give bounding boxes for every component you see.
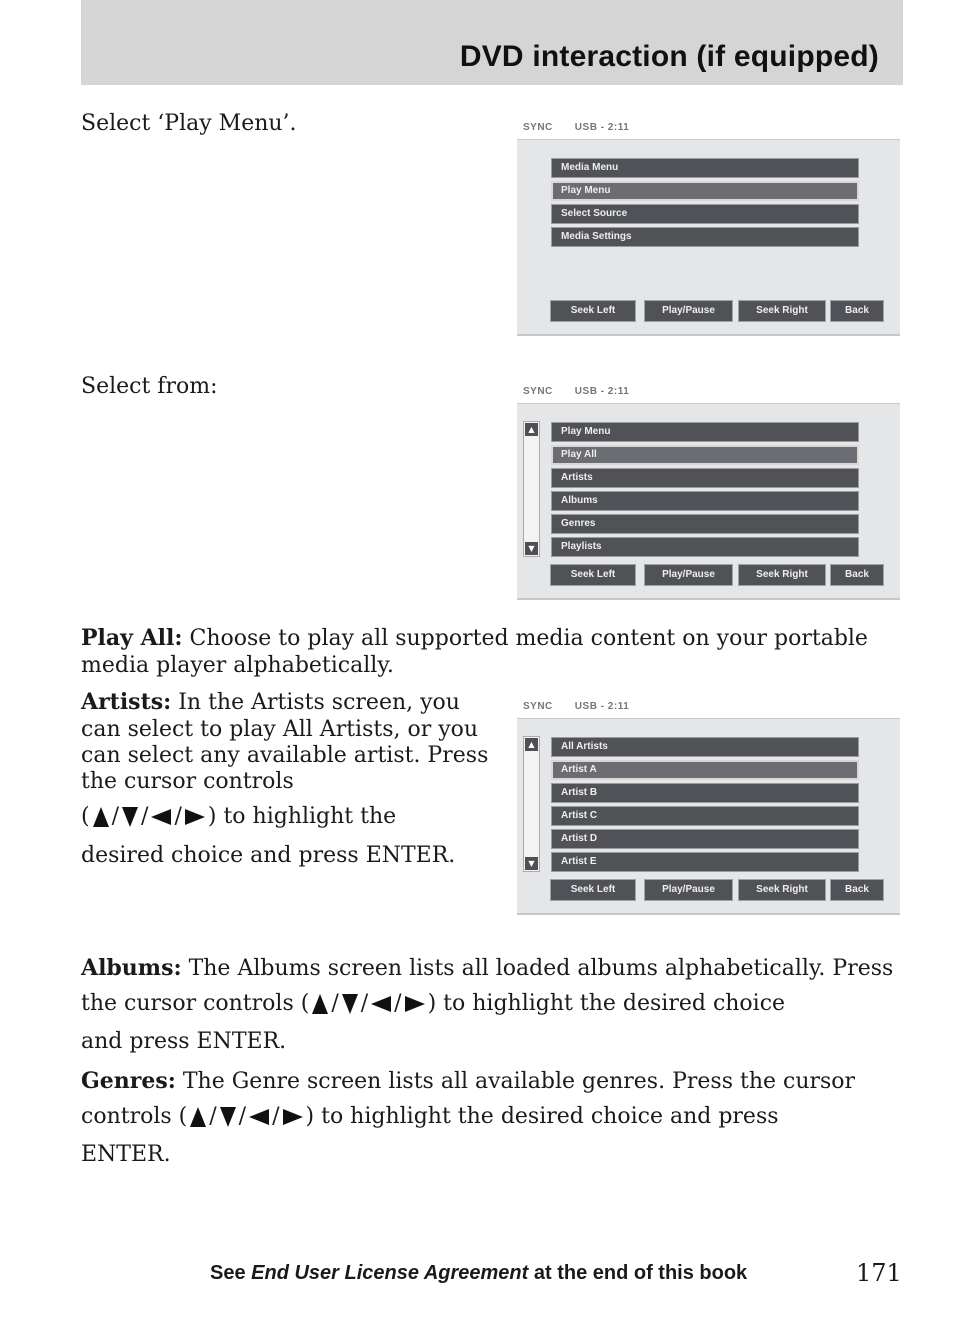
scrollbar[interactable] xyxy=(523,421,540,557)
artists-line-3: can select any available artist. Press xyxy=(81,743,489,768)
albums-line-3: and press ENTER. xyxy=(81,1029,287,1054)
play-pause-button[interactable]: Play/Pause xyxy=(644,879,733,901)
select-from-text: Select from: xyxy=(81,374,218,399)
menu-item[interactable]: Artist E xyxy=(551,852,859,872)
screen-body xyxy=(517,718,900,915)
menu-item[interactable]: Artist B xyxy=(551,783,859,803)
artists-text: In the Artists screen, you xyxy=(171,690,460,715)
source-label: USB - 2:11 xyxy=(574,701,630,712)
right-arrow-icon xyxy=(404,995,426,1013)
screen-media-menu xyxy=(517,117,900,336)
play-pause-button[interactable]: Play/Pause xyxy=(644,564,733,586)
right-arrow-icon xyxy=(282,1108,304,1126)
footer-rest: at the end of this book xyxy=(528,1262,748,1284)
up-arrow-icon xyxy=(92,806,110,828)
seek-left-button[interactable]: Seek Left xyxy=(550,564,636,586)
menu-item[interactable]: Artists xyxy=(551,468,859,488)
artists-line-6: desired choice and press ENTER. xyxy=(81,843,456,868)
back-button[interactable]: Back xyxy=(830,564,884,586)
page-header-title: DVD interaction (if equipped) xyxy=(459,40,879,73)
menu-item[interactable]: Select Source xyxy=(551,204,859,224)
albums-line-1 xyxy=(81,955,893,982)
scrollbar[interactable] xyxy=(523,736,540,872)
left-arrow-icon xyxy=(370,995,392,1013)
source-label: USB - 2:11 xyxy=(574,122,630,133)
page-number: 171 xyxy=(856,1259,902,1287)
artists-line-5: ( / / / ) to highlight the xyxy=(81,804,397,829)
genres-line-3: ENTER. xyxy=(81,1142,171,1167)
genres-line-2-before: controls xyxy=(81,1104,172,1129)
seek-left-button[interactable]: Seek Left xyxy=(550,879,636,901)
seek-right-button[interactable]: Seek Right xyxy=(738,879,826,901)
artists-after-arrows: to highlight the xyxy=(216,804,397,829)
menu-item[interactable]: Play Menu xyxy=(551,422,859,442)
up-arrow-icon xyxy=(311,993,329,1015)
up-arrow-icon xyxy=(189,1106,207,1128)
menu-item[interactable]: Artist C xyxy=(551,806,859,826)
menu-item-selected[interactable]: Play All xyxy=(551,445,859,465)
screen-status-bar xyxy=(517,117,900,139)
menu-item[interactable]: Playlists xyxy=(551,537,859,557)
menu-item-selected[interactable]: Artist A xyxy=(551,760,859,780)
screen-status-bar xyxy=(517,381,900,403)
left-arrow-icon xyxy=(150,808,172,826)
screen-artists xyxy=(517,696,900,915)
genres-term: Genres: xyxy=(81,1068,176,1094)
genres-text: The Genre screen lists all available genres. Press the cursor xyxy=(175,1069,856,1094)
down-arrow-icon xyxy=(121,806,139,828)
play-pause-button[interactable]: Play/Pause xyxy=(644,300,733,322)
sync-label: SYNC xyxy=(523,122,553,133)
albums-line-2-before: the cursor controls xyxy=(81,991,294,1016)
back-button[interactable]: Back xyxy=(830,879,884,901)
screen-body xyxy=(517,403,900,600)
menu-item-selected[interactable]: Play Menu xyxy=(551,181,859,201)
scroll-down-icon[interactable]: ▼ xyxy=(525,542,538,555)
seek-right-button[interactable]: Seek Right xyxy=(738,300,826,322)
artists-line-2: can select to play All Artists, or you xyxy=(81,717,479,742)
scroll-up-icon[interactable]: ▲ xyxy=(525,738,538,751)
menu-item[interactable]: Media Menu xyxy=(551,158,859,178)
footer-agreement: End User License Agreement xyxy=(251,1262,529,1284)
genres-line-1 xyxy=(81,1068,855,1095)
menu-item[interactable]: All Artists xyxy=(551,737,859,757)
albums-line-2-after: to highlight the desired choice xyxy=(436,991,786,1016)
scroll-down-icon[interactable]: ▼ xyxy=(525,857,538,870)
seek-right-button[interactable]: Seek Right xyxy=(738,564,826,586)
artists-term: Artists: xyxy=(81,689,172,715)
back-button[interactable]: Back xyxy=(830,300,884,322)
menu-item[interactable]: Media Settings xyxy=(551,227,859,247)
footer-note xyxy=(210,1262,747,1285)
albums-term: Albums: xyxy=(81,955,182,981)
select-play-menu-text: Select ‘Play Menu’. xyxy=(81,111,297,136)
sync-label: SYNC xyxy=(523,386,553,397)
artists-line-1 xyxy=(81,689,460,716)
play-all-text: Choose to play all supported media content on your portable media player alphabetically. xyxy=(81,626,868,678)
footer-see: See xyxy=(210,1262,252,1284)
right-arrow-icon xyxy=(184,808,206,826)
down-arrow-icon xyxy=(219,1106,237,1128)
menu-item[interactable]: Albums xyxy=(551,491,859,511)
screen-body xyxy=(517,139,900,336)
genres-line-2: controls ( / / / ) to highlight the desired choice and press xyxy=(81,1104,779,1129)
sync-label: SYNC xyxy=(523,701,553,712)
artists-line-4: the cursor controls xyxy=(81,769,294,794)
play-all-term: Play All: xyxy=(81,625,183,651)
seek-left-button[interactable]: Seek Left xyxy=(550,300,636,322)
albums-text: The Albums screen lists all loaded albums alphabetically. Press xyxy=(181,956,894,981)
screen-status-bar xyxy=(517,696,900,718)
header-band xyxy=(81,0,903,85)
down-arrow-icon xyxy=(341,993,359,1015)
left-arrow-icon xyxy=(248,1108,270,1126)
screen-play-menu xyxy=(517,381,900,600)
source-label: USB - 2:11 xyxy=(574,386,630,397)
play-all-paragraph xyxy=(81,625,891,679)
albums-line-2: the cursor controls ( / / / ) to highlight the desired choice xyxy=(81,991,786,1016)
scroll-up-icon[interactable]: ▲ xyxy=(525,423,538,436)
genres-line-2-after: to highlight the desired choice and press xyxy=(314,1104,779,1129)
menu-item[interactable]: Genres xyxy=(551,514,859,534)
menu-item[interactable]: Artist D xyxy=(551,829,859,849)
